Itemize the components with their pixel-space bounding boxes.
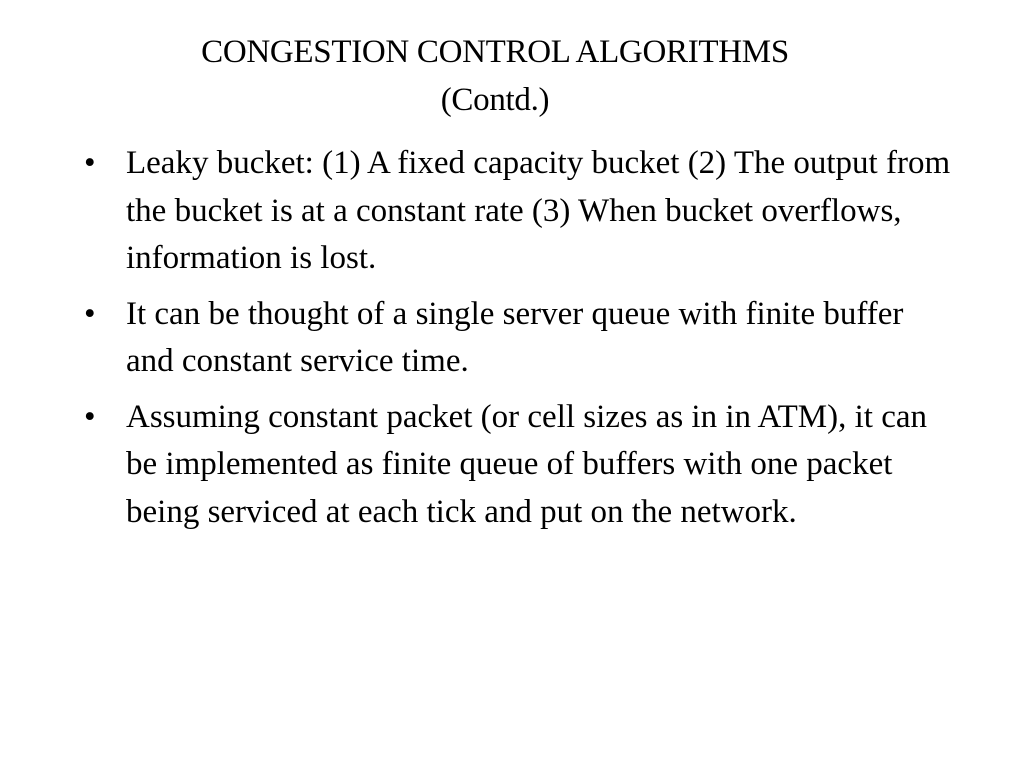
slide-title-line-2: (Contd.): [440, 82, 550, 118]
bullet-marker: •: [84, 145, 96, 181]
bullet-item: [84, 394, 954, 537]
bullet-marker: •: [84, 295, 96, 332]
bullet-text: Leaky bucket: (1) A fixed capacity bucket (2) The output from the bucket is at a constant rate (3) When bucket overflows, information is lost.: [126, 145, 951, 276]
bullet-marker: •: [84, 398, 96, 435]
bullet-text: It can be thought of a single server queue with finite buffer and constant service time.: [126, 295, 904, 379]
bullet-item: [84, 140, 954, 283]
bullet-list: [84, 140, 954, 544]
slide-title-line-1: CONGESTION CONTROL ALGORITHMS: [201, 34, 789, 70]
bullet-item: [84, 291, 954, 386]
slide-title: [0, 28, 990, 124]
bullet-text: Assuming constant packet (or cell sizes as in in ATM), it can be implemented as finite queue of buffers with one packet being serviced at each tick and put on the network.: [126, 398, 927, 530]
